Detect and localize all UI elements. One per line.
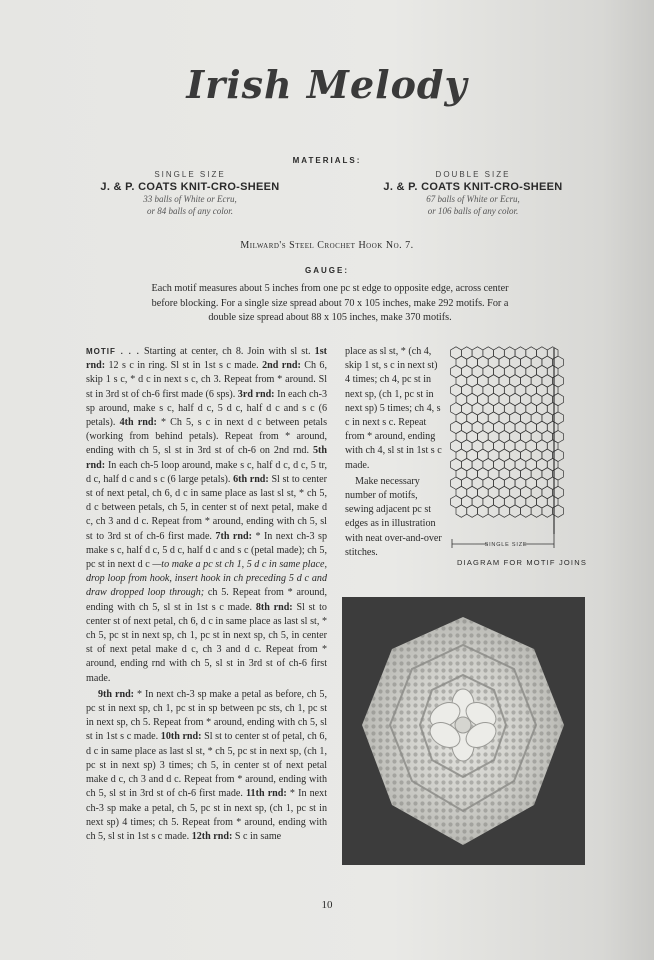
instr-text: * In next ch-3 sp make s c, half d c, 5 d c, half d c and s c (petal made); ch 5, pc st in next d c <box>86 530 328 571</box>
page-title: Irish Melody <box>186 62 468 107</box>
instructions-column-2 <box>345 345 442 560</box>
instructions-paragraph-1 <box>86 345 327 686</box>
double-size-label: DOUBLE SIZE <box>435 170 511 179</box>
instr-text: Starting at center, ch 8. Join with sl st. <box>144 346 311 357</box>
instr-text: Sl st to center st of next petal, ch 6, d c in same place as last sl st, * ch 5, d c between petals, ch 5, in center st of next petal, make d c, ch 3 and d c. Repeat from * around, ending with ch 5, sl st to 3rd st of ch-6 first made. <box>86 473 327 542</box>
instr-text: Ch 6, skip 1 s c, * d c in next s c, ch 3. Repeat from * around. Sl st in 3rd st of ch-6 first made (6 sps). <box>86 360 327 400</box>
instructions-paragraph-2 <box>86 688 327 844</box>
round-label: 5th rnd: <box>86 445 327 471</box>
motif-label: MOTIF . . . <box>86 347 140 356</box>
double-size-materials <box>378 170 568 217</box>
motif-hexagon <box>510 505 521 517</box>
motif-join-diagram <box>450 346 590 561</box>
instr-text: ch 5. Repeat from * around, ending with ch 5, sl st in 1st s c made. <box>86 587 327 613</box>
round-label: 1st rnd: <box>86 346 327 372</box>
instr-text: * In next ch-3 sp make a petal, ch 5, pc st in next sp, (ch 1, pc st in next sp) 4 times; ch 5. Repeat from * around, ending with ch 5, sl st in 1st s c made. <box>86 788 328 842</box>
motif-photo <box>342 597 585 865</box>
round-label: 8th rnd: <box>255 601 293 613</box>
single-size-amount-2: or 84 balls of any color. <box>146 206 233 216</box>
materials-heading: MATERIALS: <box>292 156 362 165</box>
single-size-materials <box>100 170 280 217</box>
page-number: 10 <box>321 899 333 911</box>
single-size-label: SINGLE SIZE <box>154 170 226 179</box>
single-size-amount-1: 33 balls of White or Ecru, <box>143 194 237 204</box>
round-label: 12th rnd: <box>191 830 233 842</box>
double-size-amount-2: or 106 balls of any color. <box>427 206 519 216</box>
motif-hexagon <box>467 505 478 517</box>
diagram-size-label: SINGLE SIZE <box>484 542 528 548</box>
round-label: 7th rnd: <box>215 530 252 542</box>
instr-text: * Ch 5, s c in next d c between petals (working from behind petals). Repeat from * around, ending with ch 5, sl st in 3rd st of ch-6 on 2nd rnd. <box>86 417 328 457</box>
motif-hexagon <box>542 505 553 517</box>
round-label: 9th rnd: <box>98 688 135 700</box>
instr-text: Sl st to center st of petal, ch 6, d c in same place as last sl st, * ch 5, pc st in next sp, (ch 1, pc st in next sp) 3 times; ch 5, in center st of next petal make d c, ch 3 and d c. Repeat from * around, ending with ch 5, sl st in 3rd st of ch-6 first made. <box>86 731 327 800</box>
gauge-heading: GAUGE: <box>305 266 349 275</box>
instr-text: In each ch-3 sp around, make s c, half d c, 5 d c, half d c and s c (6 petals). <box>86 388 327 429</box>
motif-hexagon <box>531 505 542 517</box>
round-label: 10th rnd: <box>160 731 202 743</box>
double-size-amount-1: 67 balls of White or Ecru, <box>426 194 520 204</box>
round-label: 2nd rnd: <box>262 360 301 372</box>
round-label: 11th rnd: <box>246 788 287 800</box>
instr-text: Sl st to center st of next petal, ch 6, d c in same place as last sl st, * ch 5, pc st in next sp, ch 1, pc st in next sp, ch 5, in center st of next petal make d c, ch 3 and d c. Repeat from * around, ending rnd with ch 5, sl st in 3rd st of ch-6 first made. <box>86 601 327 684</box>
instr-text: 12 s c in ring. Sl st in 1st s c made. <box>108 360 259 372</box>
round-label: 4th rnd: <box>119 417 157 429</box>
motif-hexagon <box>520 505 531 517</box>
instr-text: S c in same <box>234 830 282 842</box>
motif-hexagon <box>499 505 510 517</box>
motif-hexagon <box>488 505 499 517</box>
finishing-instructions: Make necessary number of motifs, sewing adjacent pc st edges as in illustration with neat over-and-over stitches. <box>345 475 442 558</box>
instr-text: * In next ch-3 sp make a petal as before, ch 5, pc st in next sp, ch 1, pc st in sp between pc sts, ch 1, pc st in next sp, ch 5. Repeat from * around, ending with ch 5, sl st in 1st s c made. <box>86 688 327 743</box>
diagram-caption: DIAGRAM FOR MOTIF JOINS <box>456 558 588 567</box>
hook-info: Milward's Steel Crochet Hook No. 7. <box>240 240 414 251</box>
single-size-brand: J. & P. COATS KNIT-CRO-SHEEN <box>100 181 280 193</box>
double-size-brand: J. & P. COATS KNIT-CRO-SHEEN <box>383 181 563 193</box>
motif-hexagon <box>456 505 467 517</box>
round-label: 6th rnd: <box>233 473 269 485</box>
instructions-continued: place as sl st, * (ch 4, skip 1 st, s c in next st) 4 times; ch 4, pc st in next sp, (ch 1, pc st in next sp) 5 times; ch 4, s c in next s c. Repeat from * around, ending with ch 4, sl st in 1st s c made. <box>345 346 442 471</box>
instructions-column-1 <box>86 345 327 844</box>
pc-st-definition: —to make a pc st ch 1, 5 d c in same place, drop loop from hook, insert hook in ch preceding 5 d c and draw dropped loop through; <box>86 559 327 599</box>
motif-hexagon <box>477 505 488 517</box>
round-label: 3rd rnd: <box>237 388 275 400</box>
instr-text: In each ch-5 loop around, make s c, half d c, d c, 5 tr, d c, half d c and s c (6 large petals). <box>86 459 327 485</box>
gauge-text: Each motif measures about 5 inches from one pc st edge to opposite edge, across center before blocking. For a single size spread about 70 x 105 inches, make 292 motifs. For a double size spread about 88 x 105 inches, make 370 motifs. <box>151 283 509 323</box>
